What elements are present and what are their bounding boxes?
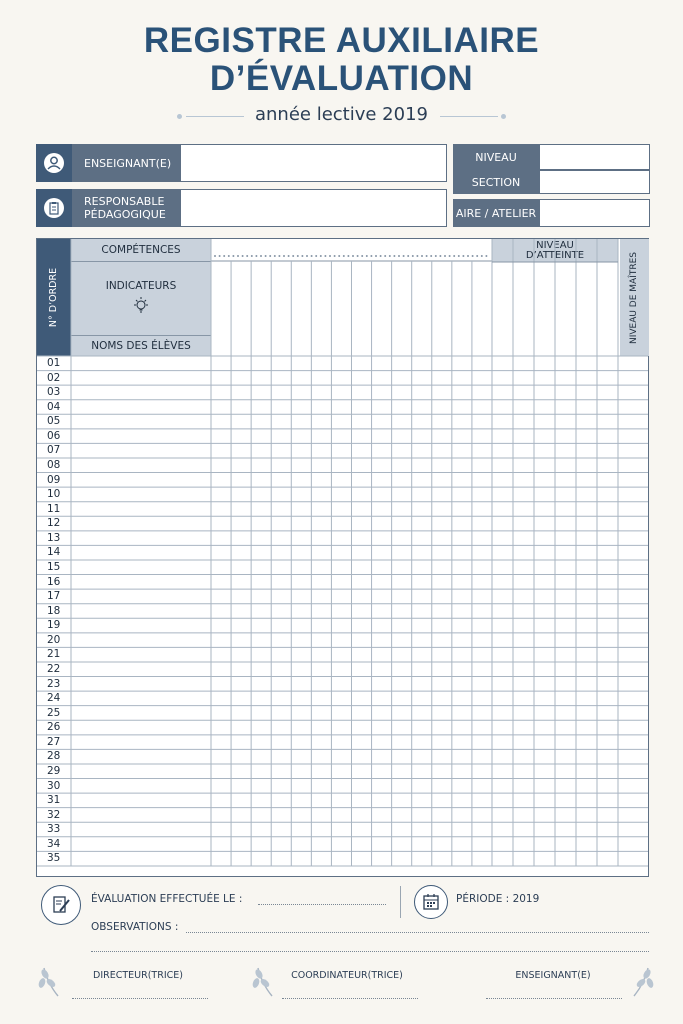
header-dot (269, 255, 271, 257)
header-dot (449, 255, 451, 257)
header-dot (301, 255, 303, 257)
period-label (456, 893, 539, 905)
header-dot (347, 255, 349, 257)
header-dot (338, 255, 340, 257)
header-dot (343, 255, 345, 257)
mastery-header-text: NIVEAU DE MAÎTRES (629, 251, 640, 344)
competences-header: COMPÉTENCES (71, 239, 211, 262)
row-number: 17 (47, 590, 61, 603)
grid-lines (37, 239, 648, 876)
row-number: 12 (47, 517, 61, 530)
header-dot (370, 255, 372, 257)
row-number: 31 (47, 794, 61, 807)
eval-label: ÉVALUATION EFFECTUÉE LE : (91, 893, 243, 905)
calendar-icon (414, 885, 448, 919)
laurel-icon (38, 964, 64, 998)
row-number: 01 (47, 357, 61, 369)
sig-teacher-label: ENSEIGNANT(E) (515, 970, 591, 981)
pen-paper-icon (41, 885, 81, 925)
row-number: 21 (47, 648, 61, 661)
row-number: 24 (47, 692, 61, 705)
header-dot (361, 255, 363, 257)
order-header-text: N° D’ORDRE (48, 267, 60, 328)
header-dot (458, 255, 460, 257)
clipboard-icon (36, 189, 72, 227)
header-dot (297, 255, 299, 257)
title-line-1: REGISTRE AUXILIAIRE (143, 21, 540, 60)
students-header: NOMS DES ÉLÈVES (71, 335, 211, 356)
area-field[interactable] (539, 199, 650, 227)
user-icon (36, 144, 72, 182)
row-number: 10 (47, 488, 61, 501)
header-dot (380, 255, 382, 257)
eval-date-line[interactable] (258, 904, 386, 905)
header-dot (472, 255, 474, 257)
header-dot (311, 255, 313, 257)
row-number: 22 (47, 662, 61, 675)
level-field[interactable] (539, 144, 650, 170)
row-number: 18 (47, 604, 61, 617)
header-dot (453, 255, 455, 257)
header-dot (219, 255, 221, 257)
row-number: 15 (47, 560, 61, 573)
row-number: 35 (47, 852, 61, 865)
row-number: 34 (47, 837, 61, 850)
header-dot (329, 255, 331, 257)
row-number: 09 (47, 473, 61, 486)
supervisor-field[interactable] (180, 189, 447, 227)
header-dot (426, 255, 428, 257)
header-dot (260, 255, 262, 257)
area-label: AIRE / ATELIER (453, 199, 539, 227)
header-dot (237, 255, 239, 257)
header-dot (384, 255, 386, 257)
indicators-header-text: INDICATEURS (105, 279, 177, 292)
header-dot (352, 255, 354, 257)
header-dot (435, 255, 437, 257)
header-dot (416, 255, 418, 257)
sig-director-line[interactable] (72, 998, 208, 999)
achievement-header-line-1: NIVEAU (536, 239, 574, 251)
sig-coordinator-label: COORDINATEUR(TRICE) (291, 970, 403, 981)
row-number: 23 (47, 677, 61, 690)
header-dot (393, 255, 395, 257)
row-number: 28 (47, 750, 61, 763)
row-number: 04 (47, 400, 61, 413)
header-dot (334, 255, 336, 257)
header-dot (439, 255, 441, 257)
laurel-icon (252, 964, 278, 998)
header-dot (232, 255, 234, 257)
title-line-2: D’ÉVALUATION (209, 59, 474, 98)
header-dot (315, 255, 317, 257)
header-dot (288, 255, 290, 257)
header-dot (265, 255, 267, 257)
teacher-label: ENSEIGNANT(E) (72, 144, 180, 182)
header-dot (251, 255, 253, 257)
section-field[interactable] (539, 170, 650, 194)
teacher-field[interactable] (180, 144, 447, 182)
row-number: 07 (47, 444, 61, 457)
evaluation-grid (36, 238, 649, 877)
row-number: 06 (47, 429, 61, 442)
row-number: 26 (47, 721, 61, 734)
subtitle: année lective 2019 (254, 104, 428, 125)
subtitle-wrap (0, 104, 683, 125)
header-dot (430, 255, 432, 257)
header-dot (467, 255, 469, 257)
header-dot (421, 255, 423, 257)
sig-director-label: DIRECTEUR(TRICE) (93, 970, 183, 981)
row-number: 32 (47, 808, 61, 821)
header-dot (223, 255, 225, 257)
header-dot (228, 255, 230, 257)
row-number: 27 (47, 735, 61, 748)
header-dot (366, 255, 368, 257)
header-dot (476, 255, 478, 257)
header-dot (274, 255, 276, 257)
observations-line-1[interactable] (186, 932, 649, 933)
supervisor-label (72, 189, 180, 227)
row-number: 14 (47, 546, 61, 559)
row-number: 30 (47, 779, 61, 792)
header-dot (403, 255, 405, 257)
row-number: 05 (47, 415, 61, 428)
header-dot (278, 255, 280, 257)
row-number: 25 (47, 706, 61, 719)
row-number: 16 (47, 575, 61, 588)
row-number: 19 (47, 619, 61, 632)
header-dot (412, 255, 414, 257)
header-dot (444, 255, 446, 257)
header-dot (214, 255, 216, 257)
header-dot (283, 255, 285, 257)
period-value: 2019 (512, 893, 540, 905)
page-title (0, 22, 683, 98)
header-dot (407, 255, 409, 257)
supervisor-label-line-2: PÉDAGOGIQUE (84, 208, 166, 221)
header-dot (481, 255, 483, 257)
row-number: 08 (47, 458, 61, 471)
observations-label: OBSERVATIONS : (91, 921, 179, 933)
header-dot (324, 255, 326, 257)
laurel-icon (628, 964, 654, 998)
level-label: NIVEAU (453, 144, 539, 170)
sig-teacher-line[interactable] (486, 998, 622, 999)
row-number: 20 (47, 633, 61, 646)
row-number: 13 (47, 531, 61, 544)
sig-coordinator-line[interactable] (282, 998, 418, 999)
row-number: 03 (47, 386, 61, 399)
period-label-text: PÉRIODE : (456, 893, 510, 905)
header-dot (242, 255, 244, 257)
row-number: 33 (47, 823, 61, 836)
footer-divider (400, 886, 401, 918)
header-dot (306, 255, 308, 257)
header-dot (398, 255, 400, 257)
observations-line-2[interactable] (91, 951, 649, 952)
header-dot (320, 255, 322, 257)
header-dot (255, 255, 257, 257)
section-label: SECTION (453, 170, 539, 194)
header-dot (357, 255, 359, 257)
header-dot (462, 255, 464, 257)
row-number: 02 (47, 371, 61, 384)
row-number: 29 (47, 764, 61, 777)
row-number: 11 (47, 502, 61, 515)
header-dot (375, 255, 377, 257)
achievement-header-line-2: D’ATTEINTE (525, 249, 585, 261)
supervisor-label-line-1: RESPONSABLE (84, 195, 165, 208)
header-dot (485, 255, 487, 257)
header-dot (389, 255, 391, 257)
header-dot (292, 255, 294, 257)
header-dot (246, 255, 248, 257)
